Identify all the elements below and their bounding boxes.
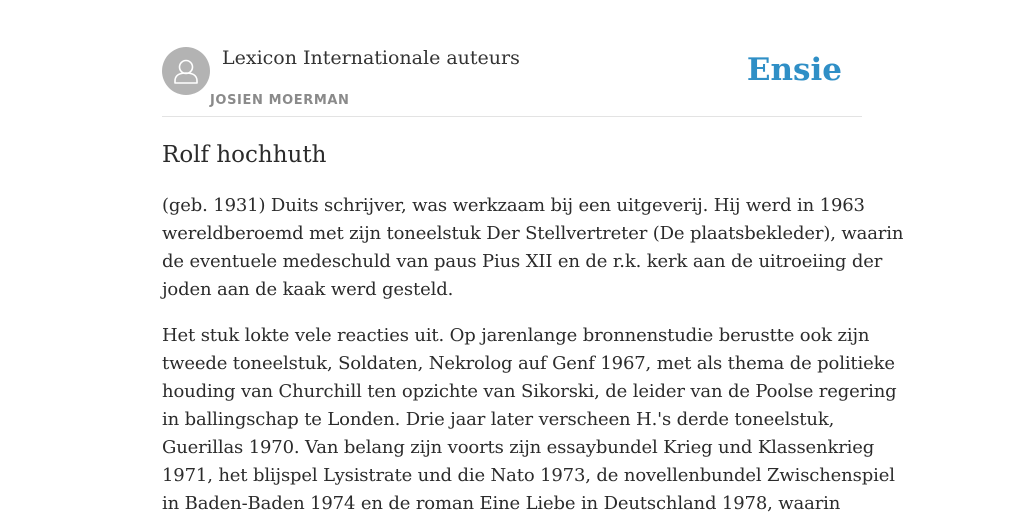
text-line: houding van Churchill ten opzichte van Sikorski, de leider van de Poolse regering xyxy=(162,381,897,402)
text-line: Guerillas 1970. Van belang zijn voorts zijn essaybundel Krieg und Klassenkrieg xyxy=(162,437,875,458)
text-line: joden aan de kaak werd gesteld. xyxy=(162,279,454,300)
header xyxy=(162,46,862,117)
paragraph xyxy=(162,322,897,512)
paragraph xyxy=(162,192,904,304)
article-title: Rolf hochhuth xyxy=(162,142,327,168)
user-icon xyxy=(162,47,210,95)
avatar[interactable] xyxy=(162,47,210,95)
text-line: in Baden-Baden 1974 en de roman Eine Liebe in Deutschland 1978, waarin xyxy=(162,493,841,512)
text-line: (geb. 1931) Duits schrijver, was werkzaam bij een uitgeverij. Hij werd in 1963 xyxy=(162,195,865,216)
text-line: Het stuk lokte vele reacties uit. Op jarenlange bronnenstudie berustte ook zijn xyxy=(162,325,870,346)
text-line: 1971, het blijspel Lysistrate und die Nato 1973, de novellenbundel Zwischenspiel xyxy=(162,465,895,486)
text-line: in ballingschap te Londen. Drie jaar later verscheen H.'s derde toneelstuk, xyxy=(162,409,835,430)
text-line: de eventuele medeschuld van paus Pius XII en de r.k. kerk aan de uitroeiing der xyxy=(162,251,883,272)
article-body xyxy=(162,192,904,512)
text-line: tweede toneelstuk, Soldaten, Nekrolog auf Genf 1967, met als thema de politieke xyxy=(162,353,895,374)
text-line: wereldberoemd met zijn toneelstuk Der Stellvertreter (De plaatsbekleder), waarin xyxy=(162,223,904,244)
brand-logo[interactable]: Ensie xyxy=(746,52,842,88)
author-name[interactable]: JOSIEN MOERMAN xyxy=(210,93,350,108)
source-title[interactable]: Lexicon Internationale auteurs xyxy=(222,47,520,69)
